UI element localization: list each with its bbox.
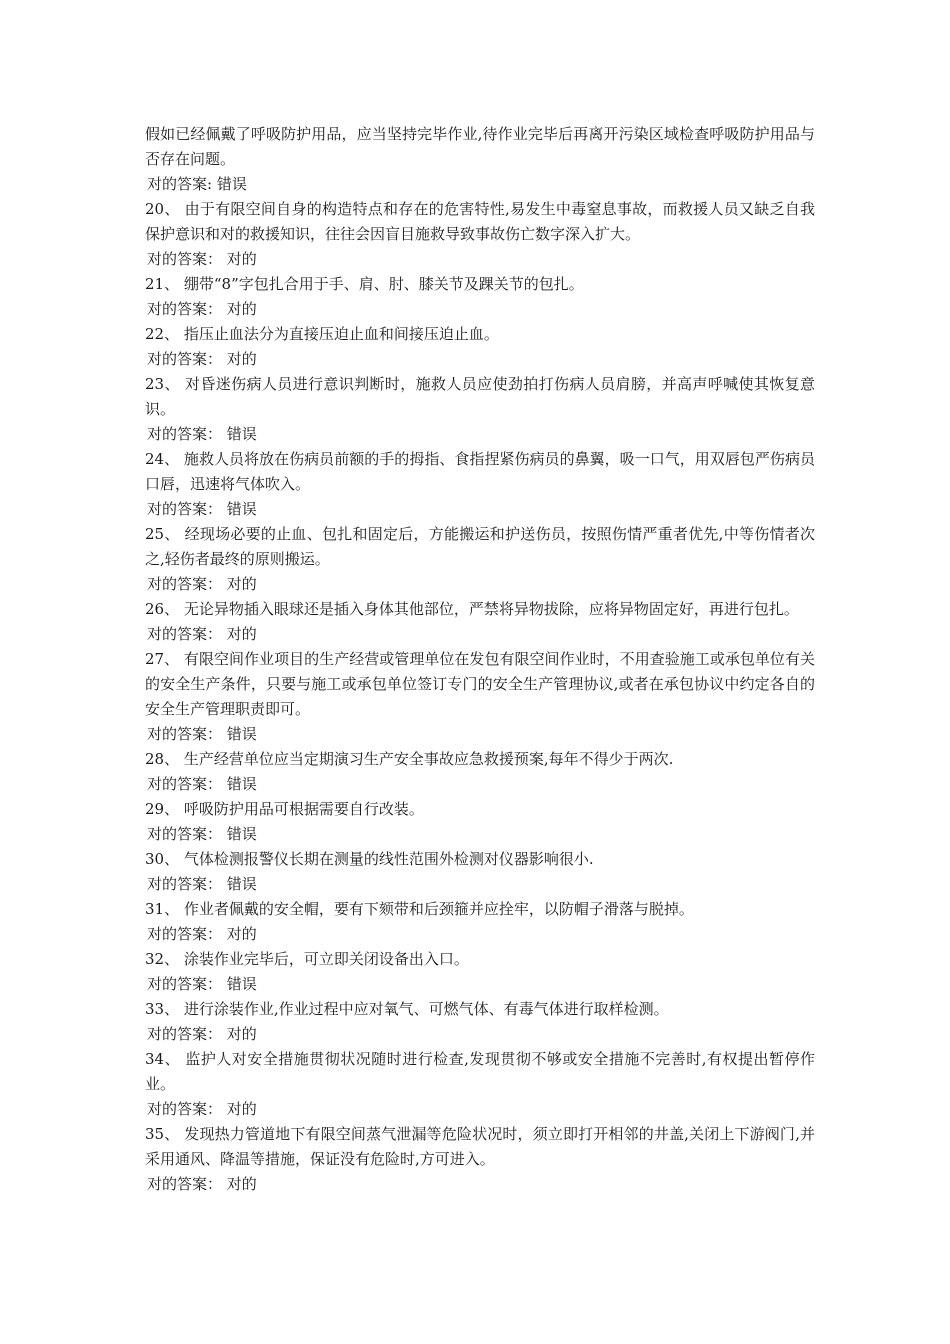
answer-label: 对的答案： [147, 1175, 223, 1193]
question-text: 30、 气体检测报警仪长期在测量的线性范围外检测对仪器影响很小. [145, 850, 594, 868]
answer-value: 对的 [226, 250, 257, 268]
answer-label: 对的答案： [147, 775, 223, 793]
answer-value: 错误 [226, 500, 257, 518]
question-text: 21、 绷带“8”字包扎合用于手、肩、肘、膝关节及踝关节的包扎。 [145, 275, 584, 293]
answer-value: 对的 [226, 1025, 257, 1043]
answer-value: 对的 [226, 1175, 257, 1193]
question-text: 假如已经佩戴了呼吸防护用品，应当坚持完毕作业,待作业完毕后再离开污染区域检查呼吸防护用品与否存在问题。 [145, 125, 815, 168]
answer-label: 对的答案： [147, 575, 223, 593]
answer-line [145, 422, 815, 447]
answer-line [145, 497, 815, 522]
answer-value: 错误 [226, 775, 257, 793]
answer-line [145, 247, 815, 272]
question-text: 29、 呼吸防护用品可根据需要自行改装。 [145, 800, 424, 818]
answer-label: 对的答案： [147, 250, 223, 268]
answer-value: 对的 [226, 300, 257, 318]
answer-label: 对的答案： [147, 975, 223, 993]
answer-line [145, 1172, 815, 1197]
answer-label: 对的答案： [147, 825, 223, 843]
answer-label: 对的答案： [147, 875, 223, 893]
answer-label: 对的答案： [147, 300, 223, 318]
answer-line [145, 722, 815, 747]
question-text: 25、 经现场必要的止血、包扎和固定后，方能搬运和护送伤员，按照伤情严重者优先,中等伤情者次之,轻伤者最终的原则搬运。 [145, 525, 815, 568]
answer-value: 错误 [226, 425, 257, 443]
answer-line [145, 1022, 815, 1047]
question-text: 28、 生产经营单位应当定期演习生产安全事故应急救援预案,每年不得少于两次. [145, 750, 674, 768]
answer-label: 对的答案： [147, 1025, 223, 1043]
answer-line [145, 347, 815, 372]
answer-value: 错误 [226, 975, 257, 993]
answer-label: 对的答案： [147, 425, 223, 443]
document-body [145, 122, 815, 1197]
answer-label: 对的答案： [147, 500, 223, 518]
answer-line [145, 172, 815, 197]
answer-label: 对的答案： [147, 625, 223, 643]
answer-label: 对的答案： [147, 725, 223, 743]
answer-value: 错误 [226, 825, 257, 843]
answer-label: 对的答案： [147, 925, 223, 943]
question-text: 27、 有限空间作业项目的生产经营或管理单位在发包有限空间作业时，不用查验施工或承包单位有关的安全生产条件，只要与施工或承包单位签订专门的安全生产管理协议,或者在承包协议中约定各自的安全生产管理职责即可。 [145, 650, 815, 718]
question-text: 22、 指压止血法分为直接压迫止血和间接压迫止血。 [145, 325, 499, 343]
answer-line [145, 872, 815, 897]
answer-value: 对的 [226, 925, 257, 943]
answer-value: 错误 [226, 725, 257, 743]
answer-line [145, 572, 815, 597]
answer-line [145, 822, 815, 847]
question-text: 23、 对昏迷伤病人员进行意识判断时，施救人员应使劲拍打伤病人员肩膀，并高声呼喊使其恢复意识。 [145, 375, 815, 418]
answer-value: 对的 [226, 575, 257, 593]
answer-label: 对的答案： [147, 1100, 223, 1118]
question-text: 20、 由于有限空间自身的构造特点和存在的危害特性,易发生中毒窒息事故，而救援人员又缺乏自我保护意识和对的救援知识，往往会因盲目施救导致事故伤亡数字深入扩大。 [145, 200, 815, 243]
answer-line [145, 922, 815, 947]
answer-line [145, 622, 815, 647]
question-text: 26、 无论异物插入眼球还是插入身体其他部位，严禁将异物拔除，应将异物固定好，再进行包扎。 [145, 600, 799, 618]
question-text: 31、 作业者佩戴的安全帽，要有下颏带和后颈箍并应拴牢，以防帽子滑落与脱掉。 [145, 900, 694, 918]
question-text: 34、 监护人对安全措施贯彻状况随时进行检查,发现贯彻不够或安全措施不完善时,有权提出暂停作业。 [145, 1050, 815, 1093]
answer-value: 对的 [226, 350, 257, 368]
answer-line [145, 1097, 815, 1122]
answer-label: 对的答案： [147, 350, 223, 368]
answer-value: 错误 [226, 875, 257, 893]
answer-label: 对的答案: [147, 175, 213, 193]
question-text: 24、 施救人员将放在伤病员前额的手的拇指、食指捏紧伤病员的鼻翼，吸一口气，用双唇包严伤病员口唇，迅速将气体吹入。 [145, 450, 815, 493]
answer-value: 对的 [226, 625, 257, 643]
question-text: 33、 进行涂装作业,作业过程中应对氧气、可燃气体、有毒气体进行取样检测。 [145, 1000, 669, 1018]
question-text: 35、 发现热力管道地下有限空间蒸气泄漏等危险状况时，须立即打开相邻的井盖,关闭上下游阀门,并采用通风、降温等措施，保证没有危险时,方可进入。 [145, 1125, 815, 1168]
answer-line [145, 772, 815, 797]
answer-value: 对的 [226, 1100, 257, 1118]
answer-value: 错误 [216, 175, 247, 193]
question-text: 32、 涂装作业完毕后，可立即关闭设备出入口。 [145, 950, 469, 968]
answer-line [145, 297, 815, 322]
answer-line [145, 972, 815, 997]
